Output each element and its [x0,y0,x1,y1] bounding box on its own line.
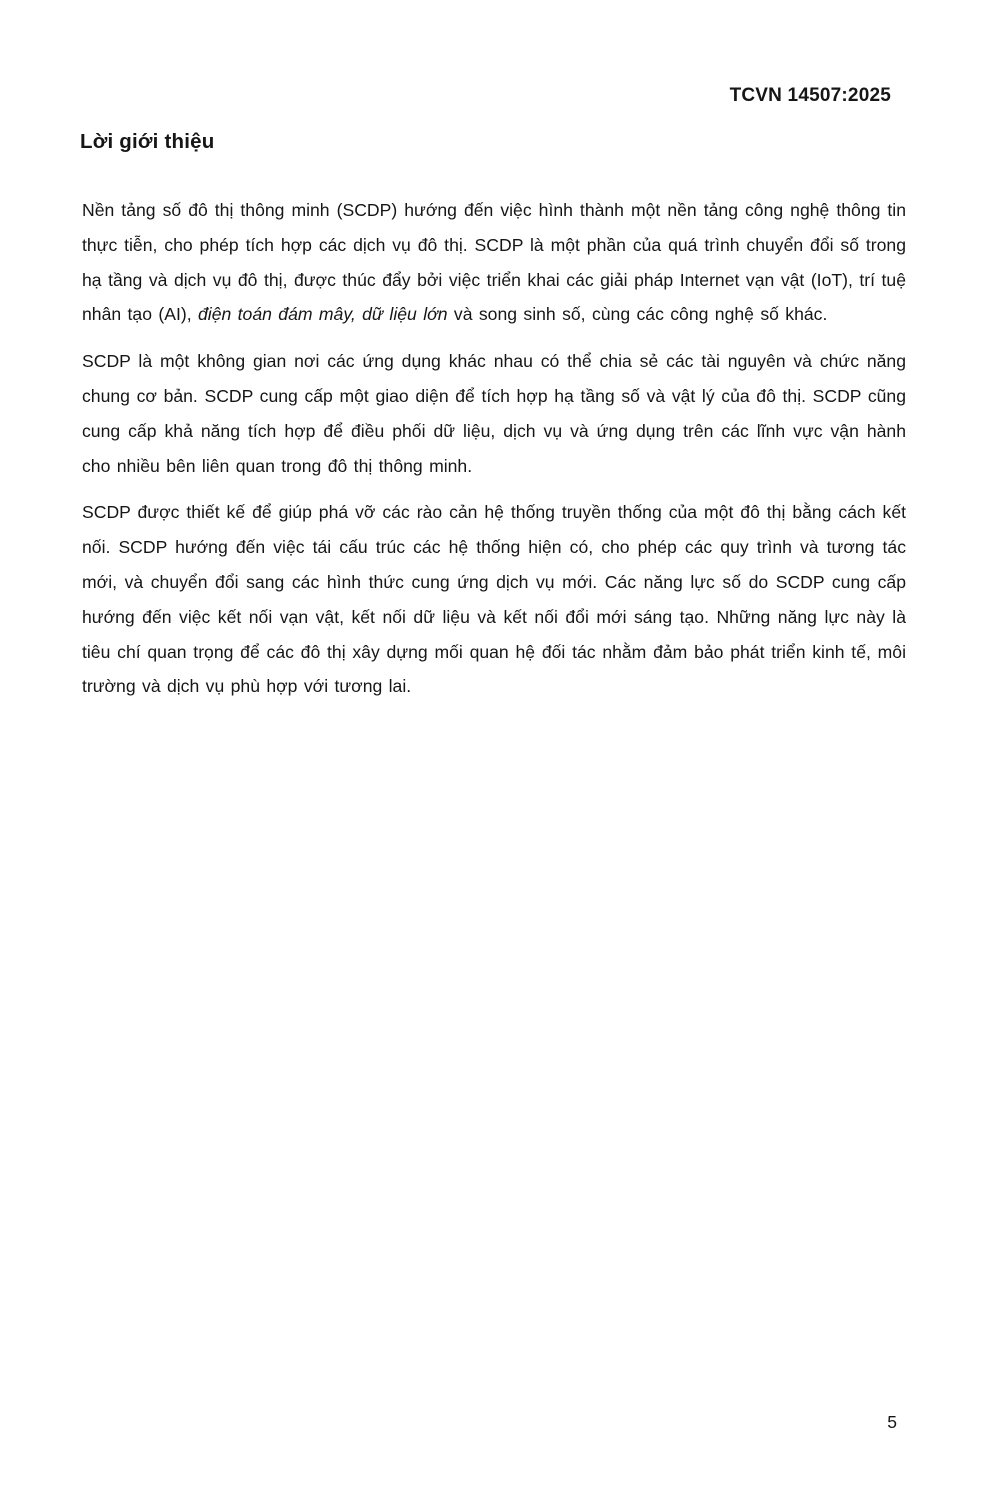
page-title: Lời giới thiệu [80,130,215,153]
paragraph-segment: SCDP được thiết kế để giúp phá vỡ các rào cản hệ thống truyền thống của một đô thị bằng cách kết nối. SCDP hướng đến việc tái cấu trúc các hệ thống hiện có, cho phép các quy trình và tương tác mới, và chuyển đổi sang các hình thức cung ứng dịch vụ mới. Các năng lực số do SCDP cung cấp hướng đến việc kết nối vạn vật, kết nối dữ liệu và kết nối đổi mới sáng tạo. Những năng lực này là tiêu chí quan trọng để các đô thị xây dựng mối quan hệ đối tác nhằm đảm bảo phát triển kinh tế, môi trường và dịch vụ phù hợp với tương lai. [82,502,906,697]
paragraph-segment: Nền tảng số đô thị thông minh (SCDP) hướng đến việc hình thành một nền tảng công nghệ thông tin thực tiễn, cho phép tích hợp các dịch vụ đô thị. SCDP là một phần của quá trình chuyển đổi số trong hạ tầng và dịch vụ đô thị, được thúc đẩy bởi việc triển khai các giải pháp Internet vạn vật (IoT), trí tuệ nhân tạo (AI), [82,200,906,325]
paragraph [82,344,906,483]
paragraph [82,495,906,704]
standard-number: TCVN 14507:2025 [729,85,891,106]
paragraph-segment: và song sinh số, cùng các công nghệ số khác. [447,304,828,325]
paragraph-segment: SCDP là một không gian nơi các ứng dụng khác nhau có thể chia sẻ các tài nguyên và chức năng chung cơ bản. SCDP cung cấp một giao diện để tích hợp hạ tầng số và vật lý của đô thị. SCDP cũng cung cấp khả năng tích hợp để điều phối dữ liệu, dịch vụ và ứng dụng trên các lĩnh vực vận hành cho nhiều bên liên quan trong đô thị thông minh. [82,351,906,476]
paragraph [82,193,906,332]
paragraph-segment-italic: điện toán đám mây, dữ liệu lớn [198,304,448,325]
page-number: 5 [887,1412,897,1432]
body-text [82,193,906,704]
